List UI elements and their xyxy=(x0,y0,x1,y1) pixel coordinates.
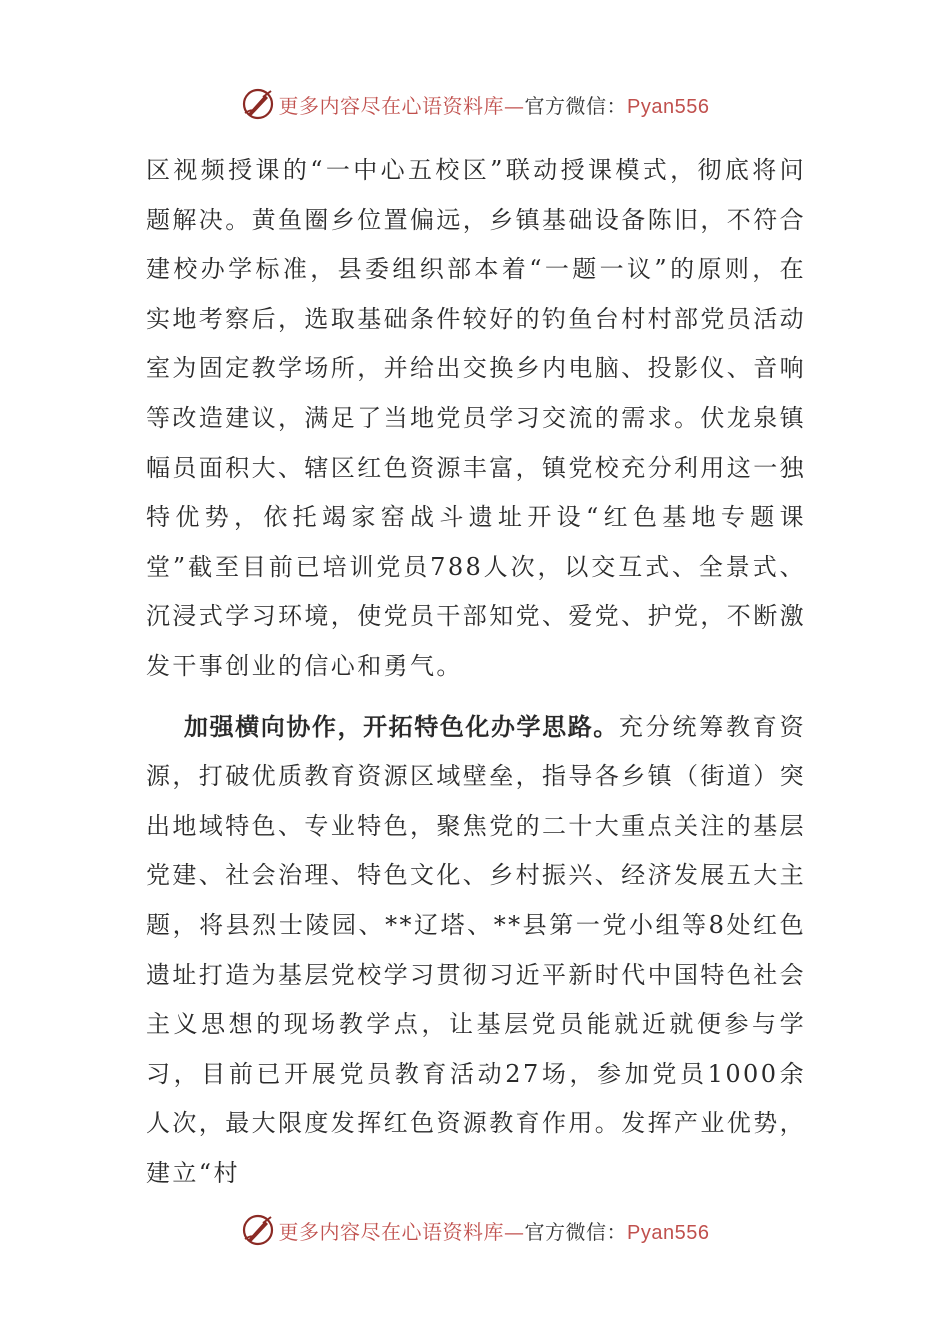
header-watermark-banner xyxy=(0,84,950,124)
footer-wechat-id: Pyan556 xyxy=(627,1221,710,1244)
header-wechat-id: Pyan556 xyxy=(627,95,710,118)
paragraph-2-text: 充分统筹教育资源，打破优质教育资源区域壁垒，指导各乡镇（街道）突出地域特色、专业特色，聚焦党的二十大重点关注的基层党建、社会治理、特色文化、乡村振兴、经济发展五大主题，将县烈士陵园、**辽塔、**县第一党小组等8处红色遗址打造为基层党校学习贯彻习近平新时代中国特色社会主义思想的现场教学点，让基层党员能就近就便参与学习，目前已开展党员教育活动27场，参加党员1000余人次，最大限度发挥红色资源教育作用。发挥产业优势，建立“村 xyxy=(146,712,806,1187)
header-dash: — xyxy=(504,93,525,118)
footer-wechat-label: 官方微信： xyxy=(524,1219,628,1244)
paragraph-2-heading: 加强横向协作，开拓特色化办学思路。 xyxy=(184,712,619,741)
footer-brand-text: 更多内容尽在心语资料库 xyxy=(278,1219,505,1244)
header-watermark-text xyxy=(279,90,710,119)
header-wechat-label: 官方微信： xyxy=(524,93,628,118)
footer-watermark-banner xyxy=(0,1210,950,1250)
footer-dash: — xyxy=(504,1219,525,1244)
footer-watermark-text xyxy=(279,1216,710,1245)
quill-pen-circle-icon xyxy=(241,1213,275,1247)
header-brand-text: 更多内容尽在心语资料库 xyxy=(278,93,505,118)
quill-pen-circle-icon xyxy=(241,87,275,121)
body-paragraph-2 xyxy=(146,703,806,1199)
document-body xyxy=(146,146,806,1198)
body-paragraph-1: 区视频授课的“一中心五校区”联动授课模式，彻底将问题解决。黄鱼圈乡位置偏远，乡镇基础设备陈旧，不符合建校办学标准，县委组织部本着“一题一议”的原则，在实地考察后，选取基础条件较好的钓鱼台村村部党员活动室为固定教学场所，并给出交换乡内电脑、投影仪、音响等改造建议，满足了当地党员学习交流的需求。伏龙泉镇幅员面积大、辖区红色资源丰富，镇党校充分利用这一独特优势，依托竭家窑战斗遗址开设“红色基地专题课堂”截至目前已培训党员788人次，以交互式、全景式、沉浸式学习环境，使党员干部知党、爱党、护党，不断激发干事创业的信心和勇气。 xyxy=(146,156,806,680)
